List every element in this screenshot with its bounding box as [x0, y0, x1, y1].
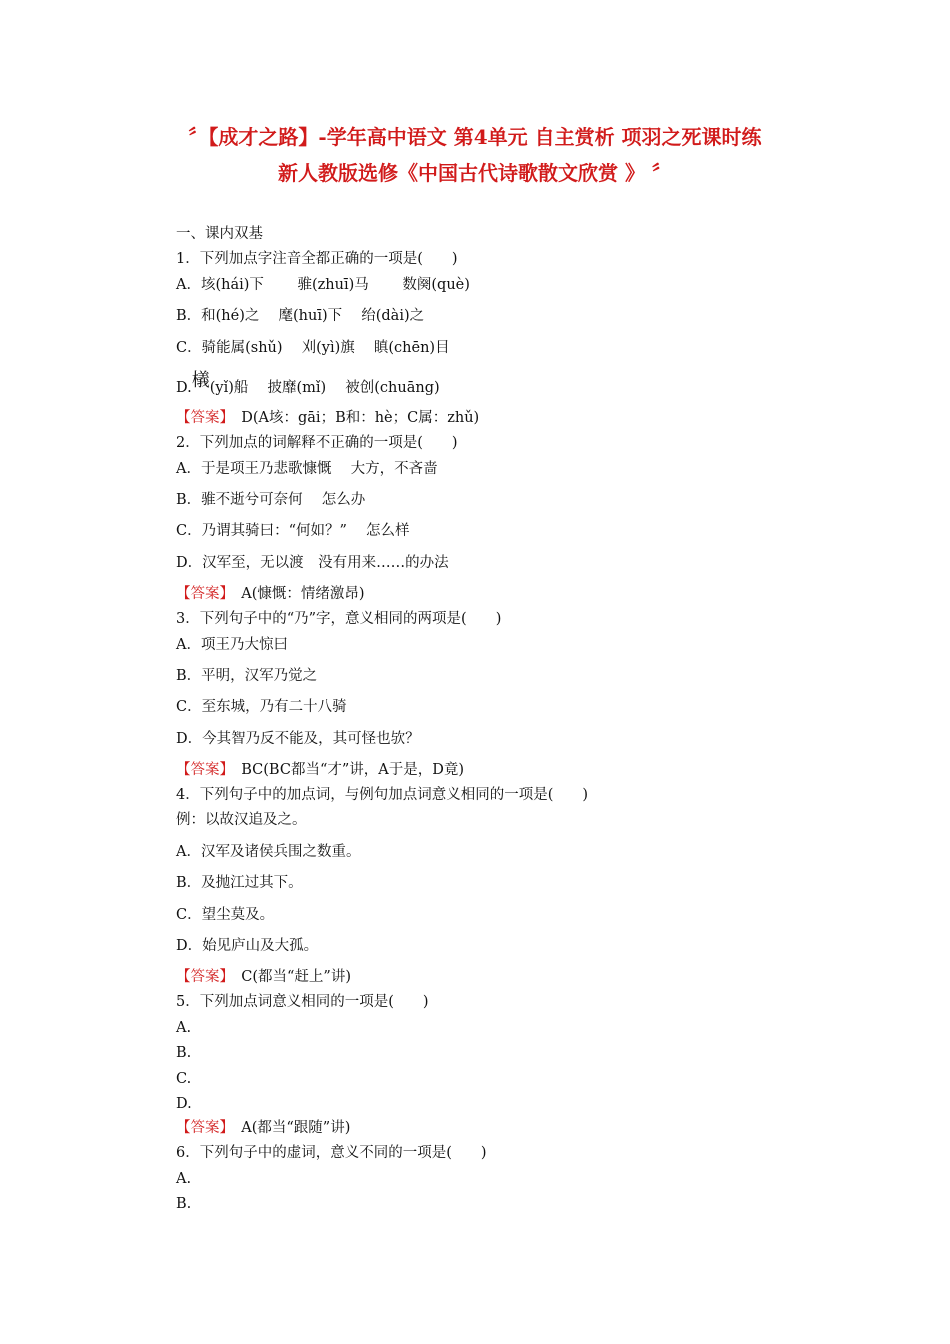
answer-text: C(都当“赶上”讲)	[226, 969, 351, 985]
q6-option-b: B.	[176, 1196, 192, 1212]
q4-option-a: A．汉军及诸侯兵围之数重。	[176, 844, 361, 860]
q3-option-a: A．项王乃大惊曰	[176, 637, 288, 653]
q2-option-a: A．于是项王乃悲歌慷慨 大方，不吝啬	[176, 461, 438, 477]
question-5: 5．下列加点词意义相同的一项是( )	[176, 994, 429, 1010]
q5-option-c: C.	[176, 1071, 192, 1087]
q1-option-d-rest: (yǐ)船 披靡(mǐ) 被创(chuāng)	[209, 380, 440, 396]
question-2: 2．下列加点的词解释不正确的一项是( )	[176, 435, 458, 451]
question-6: 6．下列句子中的虚词，意义不同的一项是( )	[176, 1145, 487, 1161]
q1-option-d-label: D.	[176, 380, 192, 396]
answer-5	[176, 1118, 350, 1138]
q3-option-b: B．平明，汉军乃觉之	[176, 668, 318, 684]
question-1: 1．下列加点字注音全都正确的一项是( )	[176, 251, 458, 267]
q2-option-c: C．乃谓其骑曰：“何如？” 怎么样	[176, 523, 410, 539]
q2-option-b: B．骓不逝兮可奈何 怎么办	[176, 492, 366, 508]
answer-tag: 【答案】	[176, 762, 227, 778]
answer-text: A(慷慨：情绪激昂)	[226, 586, 365, 602]
q1-option-b: B．和(hé)之 麾(huī)下 绐(dài)之	[176, 308, 425, 324]
q3-option-d: D．今其智乃反不能及，其可怪也欤？	[176, 731, 420, 747]
question-3: 3．下列句子中的“乃”字，意义相同的两项是( )	[176, 611, 502, 627]
q5-option-a: A.	[176, 1020, 192, 1036]
q1-option-d-char: 檥	[191, 370, 210, 391]
q3-option-c: C．至东城，乃有二十八骑	[176, 699, 347, 715]
answer-4	[176, 967, 351, 987]
q1-option-d	[176, 370, 440, 398]
answer-3	[176, 760, 464, 780]
question-4: 4．下列句子中的加点词，与例句加点词意义相同的一项是( )	[176, 787, 589, 803]
q5-option-b: B.	[176, 1045, 192, 1061]
answer-tag: 【答案】	[176, 586, 227, 602]
answer-tag: 【答案】	[176, 969, 227, 985]
section-heading: 一、课内双基	[176, 226, 263, 242]
q5-option-d: D.	[176, 1096, 192, 1112]
document-title-line1: 〞【成才之路】-学年高中语文 第4单元 自主赏析 项羽之死课时练	[188, 125, 762, 149]
q6-option-a: A.	[176, 1171, 192, 1187]
q4-option-b: B．及抛江过其下。	[176, 875, 303, 891]
answer-tag: 【答案】	[176, 1120, 227, 1136]
q1-option-a: A．垓(hái)下 骓(zhuī)马 数阕(què)	[176, 277, 470, 293]
q1-option-c: C．骑能属(shǔ) 刈(yì)旗 瞋(chēn)目	[176, 340, 450, 356]
answer-1	[176, 408, 479, 428]
q2-option-d: D．汉军至，无以渡 没有用来……的办法	[176, 555, 449, 571]
answer-2	[176, 584, 365, 604]
q4-option-c: C．望尘莫及。	[176, 907, 275, 923]
document-title-line2: 新人教版选修《中国古代诗歌散文欣赏 》 〞	[278, 161, 672, 185]
answer-text: D(A垓：gāi；B和：hè；C属：zhǔ)	[226, 410, 480, 426]
q4-example: 例：以故汉追及之。	[176, 812, 307, 828]
answer-text: A(都当“跟随”讲)	[226, 1120, 351, 1136]
answer-tag: 【答案】	[176, 410, 227, 426]
answer-text: BC(BC都当“才”讲，A于是，D竟)	[226, 762, 465, 778]
q4-option-d: D．始见庐山及大孤。	[176, 938, 319, 954]
